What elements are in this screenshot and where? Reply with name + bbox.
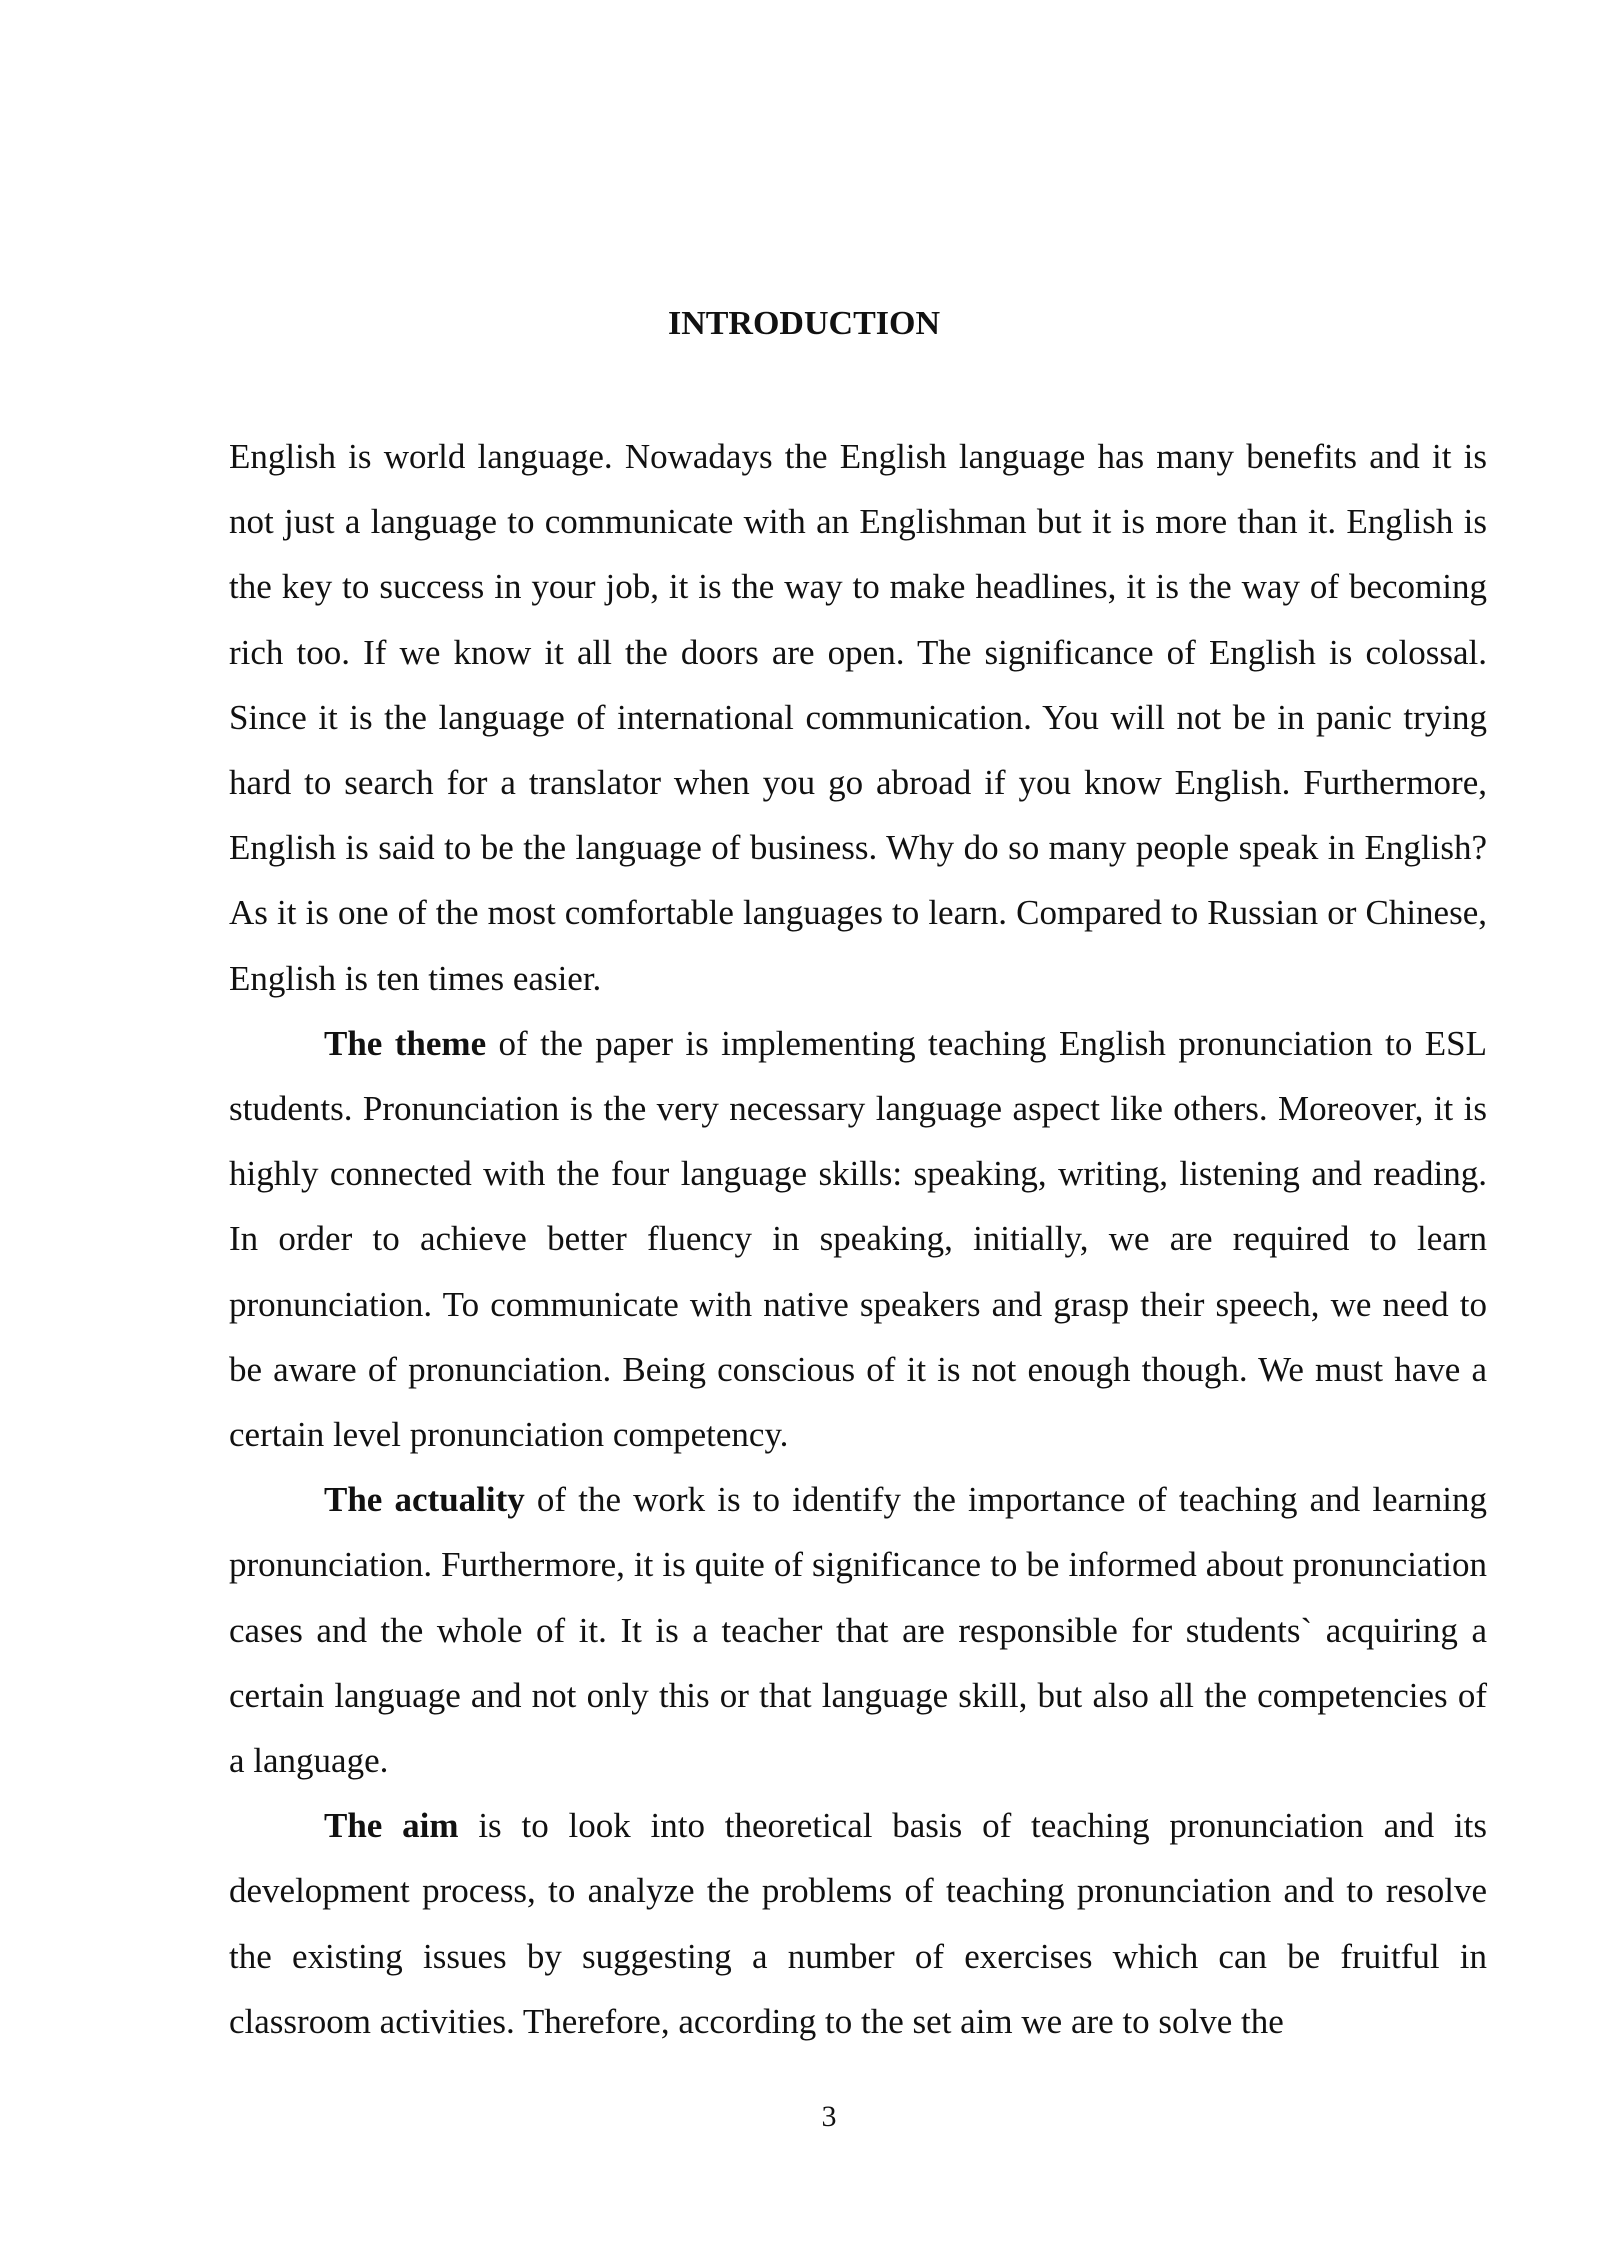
- paragraph-lead: The theme: [324, 1023, 487, 1063]
- paragraph-text: English is world language. Nowadays the English language has many benefits and it is not just a language to communicate with an Englishman but it is more than it. English is the key to success in your job, it is the way to make headlines, it is the way of becoming rich too. If we know it all the doors are open. The significance of English is colossal. Since it is the language of international communication. You will not be in panic trying hard to search for a translator when you go abroad if you know English. Furthermore, English is said to be the language of business. Why do so many people speak in English? As it is one of the most comfortable languages to learn. Compared to Russian or Chinese, English is ten times easier.: [229, 437, 1487, 998]
- body-text: [229, 424, 1487, 2054]
- paragraph-theme: [229, 1011, 1487, 1467]
- paragraph-text: of the paper is implementing teaching English pronunciation to ESL students. Pronunciation is the very necessary language aspect like others. Moreover, it is highly connected with the four language skills: speaking, writing, listening and reading. In order to achieve better fluency in speaking, initially, we are required to learn pronunciation. To communicate with native speakers and grasp their speech, we need to be aware of pronunciation. Being conscious of it is not enough though. We must have a certain level pronunciation competency.: [229, 1023, 1487, 1455]
- page-title: INTRODUCTION: [667, 305, 941, 342]
- paragraph-text: is to look into theoretical basis of teaching pronunciation and its development process, to analyze the problems of teaching pronunciation and to resolve the existing issues by suggesting a number of exercises which can be fruitful in classroom activities. Therefore, according to the set aim we are to solve the: [229, 1806, 1487, 2041]
- paragraph-lead: The actuality: [324, 1480, 525, 1520]
- paragraph-text: of the work is to identify the importance of teaching and learning pronunciation. Furthermore, it is quite of significance to be informed about pronunciation cases and the whole of it. It is a teacher that are responsible for students` acquiring a certain language and not only this or that language skill, but also all the competencies of a language.: [229, 1480, 1487, 1781]
- page-number: 3: [821, 2100, 837, 2133]
- paragraph-lead: The aim: [324, 1806, 459, 1846]
- paragraph-intro: [229, 424, 1487, 1011]
- paragraph-actuality: [229, 1467, 1487, 1793]
- paragraph-aim: [229, 1793, 1487, 2054]
